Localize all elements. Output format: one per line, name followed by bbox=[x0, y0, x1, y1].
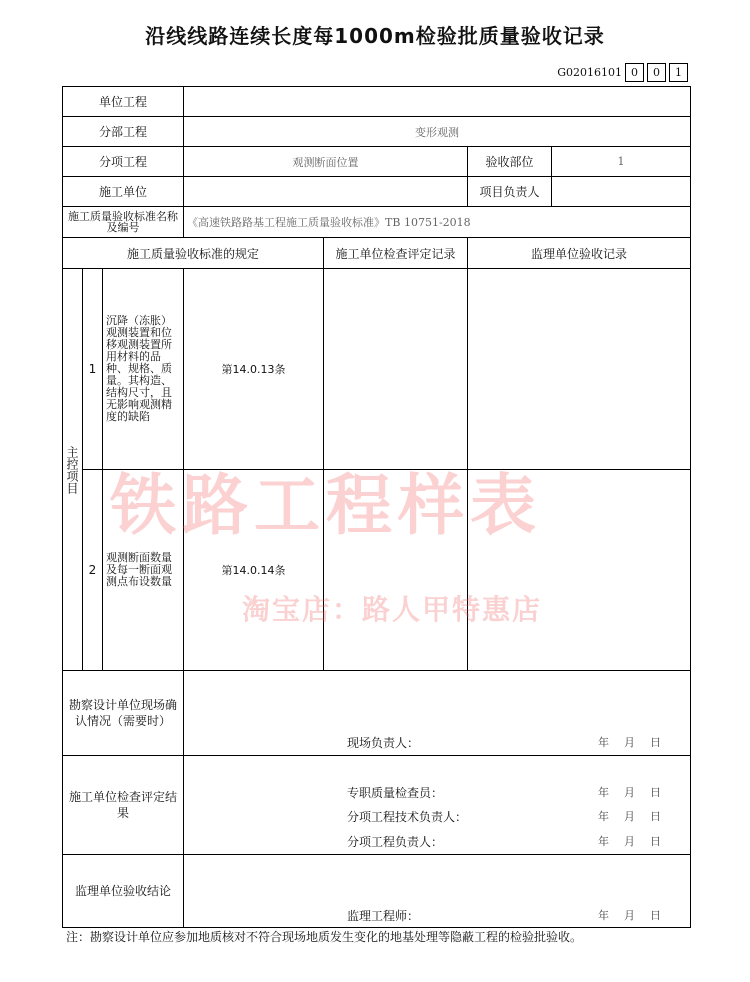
item-requirement: 观测断面数量及每一断面观测点布设数量 bbox=[103, 470, 184, 671]
date-month: 月 bbox=[624, 835, 636, 848]
header-supervisor-record: 监理单位验收记录 bbox=[468, 238, 691, 269]
watermark-shop: 淘宝店：路人甲特惠店 bbox=[242, 593, 543, 626]
sub-item-project-value[interactable]: 观测断面位置 bbox=[184, 147, 468, 177]
item-number: 1 bbox=[83, 269, 103, 470]
construction-unit-value[interactable] bbox=[184, 177, 468, 207]
date-month: 月 bbox=[624, 736, 636, 749]
date-day: 日 bbox=[650, 810, 662, 823]
item-number: 2 bbox=[83, 470, 103, 671]
project-manager-label: 项目负责人 bbox=[468, 177, 552, 207]
division-project-label: 分部工程 bbox=[63, 117, 184, 147]
survey-unit-label: 勘察设计单位现场确认情况（需要时） bbox=[63, 671, 184, 756]
date-day: 日 bbox=[650, 736, 662, 749]
date-day: 日 bbox=[650, 835, 662, 848]
unit-project-label: 单位工程 bbox=[63, 87, 184, 117]
form-title: 沿线线路连续长度每1000m检验批质量验收记录 bbox=[145, 24, 605, 48]
main-control-label-cell bbox=[63, 269, 83, 671]
quality-inspector-label: 专职质量检查员： bbox=[347, 786, 444, 800]
main-control-label: 主控项目 bbox=[65, 445, 79, 494]
date-month: 月 bbox=[624, 909, 636, 922]
date-month: 月 bbox=[624, 810, 636, 823]
date-month: 月 bbox=[624, 786, 636, 799]
construction-unit-label: 施工单位 bbox=[63, 177, 184, 207]
supervisor-conclusion-label: 监理单位验收结论 bbox=[63, 855, 184, 928]
header-standard-rules: 施工质量验收标准的规定 bbox=[63, 238, 324, 269]
date-year: 年 bbox=[598, 909, 610, 922]
item-clause: 第14.0.14条 bbox=[184, 470, 324, 671]
contractor-result-label: 施工单位检查评定结果 bbox=[63, 756, 184, 855]
survey-unit-signature-area[interactable] bbox=[184, 671, 691, 756]
contractor-result-signature-area[interactable] bbox=[184, 756, 691, 855]
date-year: 年 bbox=[598, 736, 610, 749]
date-day: 日 bbox=[650, 909, 662, 922]
form-code-box: 1 bbox=[669, 63, 688, 82]
date-year: 年 bbox=[598, 835, 610, 848]
footnote: 注：勘察设计单位应参加地质核对不符合现场地质发生变化的地基处理等隐蔽工程的检验批验收。 bbox=[66, 930, 583, 944]
form-code bbox=[557, 63, 688, 82]
form-code-box: 0 bbox=[625, 63, 644, 82]
standard-value[interactable]: 《高速铁路路基工程施工质量验收标准》TB 10751-2018 bbox=[184, 207, 691, 238]
project-manager-value[interactable] bbox=[552, 177, 691, 207]
date-day: 日 bbox=[650, 786, 662, 799]
sub-item-project-label: 分项工程 bbox=[63, 147, 184, 177]
form-code-box: 0 bbox=[647, 63, 666, 82]
sub-item-lead-label: 分项工程负责人： bbox=[347, 835, 444, 849]
survey-signer-label: 现场负责人： bbox=[347, 736, 420, 750]
standard-label: 施工质量验收标准名称及编号 bbox=[63, 207, 184, 238]
date-year: 年 bbox=[598, 810, 610, 823]
unit-project-value[interactable] bbox=[184, 87, 691, 117]
acceptance-part-value[interactable]: 1 bbox=[552, 147, 691, 177]
item-contractor-record[interactable] bbox=[324, 470, 468, 671]
item-requirement: 沉降（冻胀）观测装置和位移观测装置所用材料的品种、规格、质量。其构造、结构尺寸，且无影响观测精度的缺陷 bbox=[103, 269, 184, 470]
item-supervisor-record[interactable] bbox=[468, 470, 691, 671]
form-code-prefix: G02016101 bbox=[557, 66, 622, 79]
watermark-main: 铁路工程样表 bbox=[110, 467, 542, 544]
header-contractor-record: 施工单位检查评定记录 bbox=[324, 238, 468, 269]
acceptance-part-label: 验收部位 bbox=[468, 147, 552, 177]
item-supervisor-record[interactable] bbox=[468, 269, 691, 470]
date-year: 年 bbox=[598, 786, 610, 799]
item-contractor-record[interactable] bbox=[324, 269, 468, 470]
division-project-value[interactable]: 变形观测 bbox=[184, 117, 691, 147]
technical-lead-date bbox=[598, 808, 676, 824]
technical-lead-label: 分项工程技术负责人： bbox=[347, 810, 468, 824]
survey-date bbox=[598, 734, 676, 750]
supervisor-conclusion-signature-area[interactable] bbox=[184, 855, 691, 928]
sub-item-lead-date bbox=[598, 833, 676, 849]
supervising-engineer-label: 监理工程师： bbox=[347, 909, 420, 923]
supervisor-date bbox=[598, 907, 676, 923]
acceptance-record-table bbox=[62, 86, 691, 928]
item-clause: 第14.0.13条 bbox=[184, 269, 324, 470]
inspector-date bbox=[598, 784, 676, 800]
